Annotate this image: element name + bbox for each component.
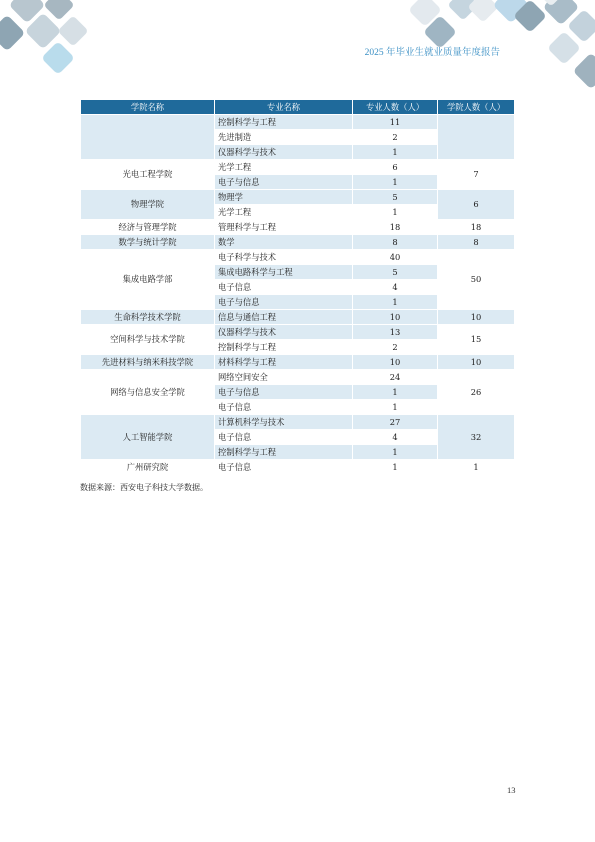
major-count-cell: 1 bbox=[353, 205, 438, 220]
data-source-note: 数据来源：西安电子科技大学数据。 bbox=[80, 483, 208, 492]
major-name-cell: 控制科学与工程 bbox=[215, 340, 353, 355]
header-major-count: 专业人数（人） bbox=[353, 100, 438, 115]
table-row bbox=[81, 415, 515, 430]
college-total-cell: 32 bbox=[438, 415, 515, 460]
major-count-cell: 10 bbox=[353, 355, 438, 370]
college-name-cell: 数学与统计学院 bbox=[81, 235, 215, 250]
major-name-cell: 信息与通信工程 bbox=[215, 310, 353, 325]
major-count-cell: 1 bbox=[353, 400, 438, 415]
table-row bbox=[81, 190, 515, 205]
table-row bbox=[81, 370, 515, 385]
college-name-cell: 集成电路学部 bbox=[81, 250, 215, 310]
major-name-cell: 电子信息 bbox=[215, 400, 353, 415]
table-row bbox=[81, 220, 515, 235]
header-college-count: 学院人数（人） bbox=[438, 100, 515, 115]
college-name-cell: 经济与管理学院 bbox=[81, 220, 215, 235]
major-count-cell: 1 bbox=[353, 295, 438, 310]
major-count-cell: 2 bbox=[353, 340, 438, 355]
major-count-cell: 24 bbox=[353, 370, 438, 385]
table-header-row bbox=[81, 100, 515, 115]
table-row bbox=[81, 250, 515, 265]
major-count-cell: 11 bbox=[353, 115, 438, 130]
header-college: 学院名称 bbox=[81, 100, 215, 115]
college-total-cell: 15 bbox=[438, 325, 515, 355]
major-count-cell: 5 bbox=[353, 190, 438, 205]
major-name-cell: 电子信息 bbox=[215, 280, 353, 295]
table-row bbox=[81, 160, 515, 175]
college-name-cell: 人工智能学院 bbox=[81, 415, 215, 460]
major-count-cell: 5 bbox=[353, 265, 438, 280]
college-total-cell: 50 bbox=[438, 250, 515, 310]
major-name-cell: 电子与信息 bbox=[215, 385, 353, 400]
major-count-cell: 13 bbox=[353, 325, 438, 340]
header-major: 专业名称 bbox=[215, 100, 353, 115]
major-name-cell: 集成电路科学与工程 bbox=[215, 265, 353, 280]
major-name-cell: 物理学 bbox=[215, 190, 353, 205]
college-major-table bbox=[80, 100, 515, 475]
major-count-cell: 1 bbox=[353, 145, 438, 160]
college-total-cell: 1 bbox=[438, 460, 515, 475]
major-name-cell: 控制科学与工程 bbox=[215, 115, 353, 130]
major-count-cell: 18 bbox=[353, 220, 438, 235]
major-count-cell: 1 bbox=[353, 175, 438, 190]
major-name-cell: 仪器科学与技术 bbox=[215, 145, 353, 160]
major-name-cell: 电子科学与技术 bbox=[215, 250, 353, 265]
college-total-cell: 26 bbox=[438, 370, 515, 415]
major-count-cell: 1 bbox=[353, 445, 438, 460]
major-name-cell: 控制科学与工程 bbox=[215, 445, 353, 460]
major-count-cell: 40 bbox=[353, 250, 438, 265]
major-count-cell: 4 bbox=[353, 280, 438, 295]
college-name-cell: 光电工程学院 bbox=[81, 160, 215, 190]
college-total-cell: 10 bbox=[438, 310, 515, 325]
college-name-cell: 生命科学技术学院 bbox=[81, 310, 215, 325]
college-total-cell: 18 bbox=[438, 220, 515, 235]
major-count-cell: 6 bbox=[353, 160, 438, 175]
college-total-cell bbox=[438, 115, 515, 160]
major-name-cell: 数学 bbox=[215, 235, 353, 250]
major-count-cell: 4 bbox=[353, 430, 438, 445]
major-name-cell: 仪器科学与技术 bbox=[215, 325, 353, 340]
table-body bbox=[81, 115, 515, 475]
major-name-cell: 管理科学与工程 bbox=[215, 220, 353, 235]
major-name-cell: 材料科学与工程 bbox=[215, 355, 353, 370]
college-total-cell: 6 bbox=[438, 190, 515, 220]
table-row bbox=[81, 325, 515, 340]
major-count-cell: 10 bbox=[353, 310, 438, 325]
college-name-cell: 空间科学与技术学院 bbox=[81, 325, 215, 355]
major-name-cell: 网络空间安全 bbox=[215, 370, 353, 385]
major-name-cell: 电子信息 bbox=[215, 430, 353, 445]
table-row bbox=[81, 460, 515, 475]
college-name-cell: 广州研究院 bbox=[81, 460, 215, 475]
college-name-cell: 先进材料与纳米科技学院 bbox=[81, 355, 215, 370]
page-number: 13 bbox=[507, 785, 516, 795]
college-total-cell: 7 bbox=[438, 160, 515, 190]
table-row bbox=[81, 355, 515, 370]
report-title: 2025 年毕业生就业质量年度报告 bbox=[364, 48, 500, 58]
major-name-cell: 电子与信息 bbox=[215, 175, 353, 190]
major-name-cell: 计算机科学与技术 bbox=[215, 415, 353, 430]
major-name-cell: 光学工程 bbox=[215, 205, 353, 220]
college-name-cell: 网络与信息安全学院 bbox=[81, 370, 215, 415]
table-row bbox=[81, 235, 515, 250]
major-name-cell: 光学工程 bbox=[215, 160, 353, 175]
college-name-cell: 物理学院 bbox=[81, 190, 215, 220]
major-name-cell: 电子与信息 bbox=[215, 295, 353, 310]
major-name-cell: 先进制造 bbox=[215, 130, 353, 145]
major-count-cell: 1 bbox=[353, 460, 438, 475]
college-total-cell: 10 bbox=[438, 355, 515, 370]
table-row bbox=[81, 310, 515, 325]
major-count-cell: 1 bbox=[353, 385, 438, 400]
major-name-cell: 电子信息 bbox=[215, 460, 353, 475]
major-count-cell: 2 bbox=[353, 130, 438, 145]
table-row bbox=[81, 115, 515, 130]
decorative-tile-pattern bbox=[0, 0, 595, 100]
major-count-cell: 8 bbox=[353, 235, 438, 250]
college-total-cell: 8 bbox=[438, 235, 515, 250]
major-count-cell: 27 bbox=[353, 415, 438, 430]
college-name-cell bbox=[81, 115, 215, 160]
